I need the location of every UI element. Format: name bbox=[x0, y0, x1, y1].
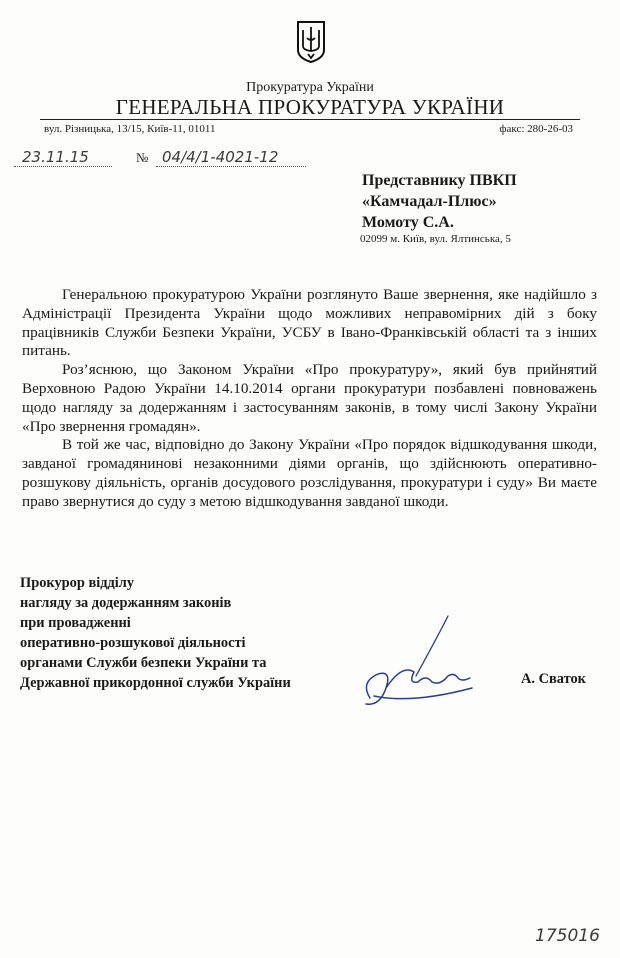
number-underline bbox=[156, 166, 306, 167]
recipient-company: «Камчадал-Плюс» bbox=[362, 193, 497, 210]
position-line: Державної прикордонної служби України bbox=[20, 675, 291, 691]
position-line: нагляду за додержанням законів bbox=[20, 595, 232, 611]
organization-address: вул. Різницька, 13/15, Київ-11, 01011 bbox=[44, 123, 216, 135]
paragraph-1: Генеральною прокуратурою України розглянуто Ваше звернення, яке надійшло з Адміністрації Президента України щодо можливих неправомірних дій з боку працівників Служби Безпеки України, УСБУ в Івано-Франківській області та з інших питань. bbox=[22, 286, 597, 360]
ministry-name: Прокуратура України bbox=[246, 80, 374, 95]
organization-fax: факс: 280-26-03 bbox=[499, 123, 573, 135]
outgoing-number: 04/4/1-4021-12 bbox=[162, 148, 279, 166]
position-line: органами Служби безпеки України та bbox=[20, 655, 267, 671]
position-line: при провадженні bbox=[20, 615, 131, 631]
letter-body bbox=[22, 286, 597, 512]
position-line: Прокурор відділу bbox=[20, 575, 135, 591]
position-line: оперативно-розшукової діяльності bbox=[20, 635, 246, 651]
recipient-name: Момоту С.А. bbox=[362, 214, 454, 231]
signer-name: А. Сваток bbox=[521, 671, 586, 687]
recipient-address: 02099 м. Київ, вул. Ялтинська, 5 bbox=[360, 233, 511, 245]
signatory-position bbox=[20, 573, 291, 693]
trident-emblem-icon bbox=[296, 20, 326, 64]
registration-number: 175016 bbox=[535, 926, 600, 946]
recipient-title: Представнику ПВКП bbox=[362, 172, 517, 189]
date-underline bbox=[14, 166, 112, 167]
paragraph-3: В той же час, відповідно до Закону України «Про порядок відшкодування шкоди, завданої громадянинові незаконними діями органів, що здійснюють оперативно-розшукову діяльність, органів досудового розслідування, прокуратури і суду» Ви маєте право звернутися до суду з метою відшкодування завданої шкоди. bbox=[22, 436, 597, 510]
handwritten-signature-icon bbox=[352, 612, 494, 722]
outgoing-number-label: № bbox=[136, 150, 149, 165]
organization-title: ГЕНЕРАЛЬНА ПРОКУРАТУРА УКРАЇНИ bbox=[115, 95, 505, 119]
header-divider bbox=[40, 119, 580, 120]
paragraph-2: Роз’яснюю, що Законом України «Про прокуратуру», який був прийнятий Верховною Радою України 14.10.2014 органи прокуратури позбавлені повноважень щодо нагляду за додержанням і застосуванням законів, в тому числі Закону України «Про звернення громадян». bbox=[22, 361, 597, 435]
outgoing-date: 23.11.15 bbox=[22, 148, 89, 166]
